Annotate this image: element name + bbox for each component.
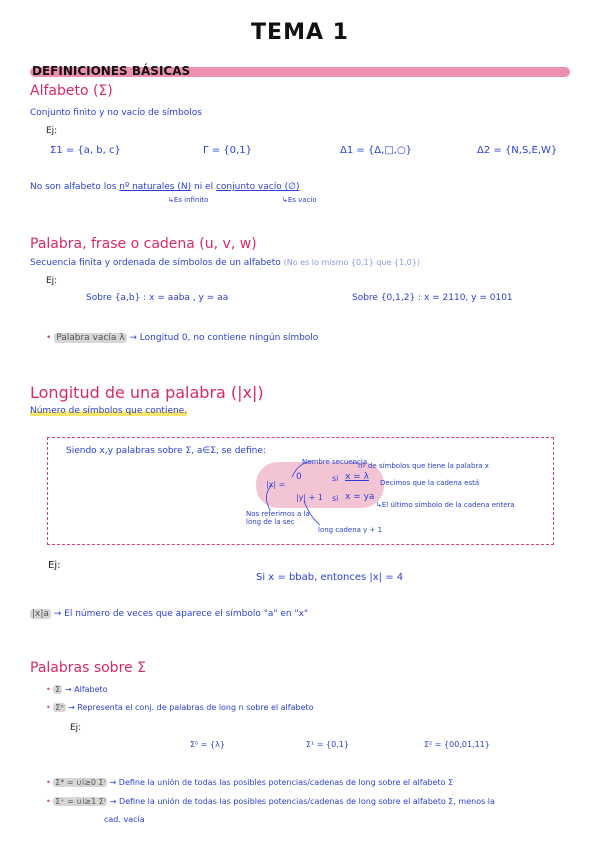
palabra-vacia-item: • Palabra vacía λ → Longitud 0, no contiene ningún símbolo — [46, 333, 319, 343]
page-title: TEMA 1 — [251, 20, 349, 45]
alfabeto-example-2: Γ = {0,1} — [203, 145, 252, 156]
case1-condition: x = λ — [345, 472, 369, 482]
case2-si: si — [332, 494, 339, 503]
palabras-sobre-example-3: Σ² = {00,01,11} — [424, 740, 490, 749]
palabras-sobre-item-3: • Σ* = ∪i≥0 Σⁱ → Define la unión de todas las posibles potencias/cadenas de long sobre el alfabeto Σ — [46, 778, 454, 787]
palabras-sobre-heading: Palabras sobre Σ — [30, 660, 146, 676]
longitud-heading: Longitud de una palabra (|x|) — [30, 383, 264, 402]
alfabeto-example-4: Δ2 = {N,S,E,W} — [477, 145, 558, 156]
case2-condition: x = ya — [345, 492, 375, 502]
nos-referimos-note: Nos referimos a la long de la sec — [246, 510, 310, 526]
alfabeto-ej: Ej: — [46, 126, 58, 136]
alfabeto-heading: Alfabeto (Σ) — [30, 83, 113, 99]
section-heading: DEFINICIONES BÁSICAS — [32, 64, 191, 78]
alfabeto-example-1: Σ1 = {a, b, c} — [50, 145, 121, 156]
palabra-example-2: Sobre {0,1,2} : x = 2110, y = 0101 — [352, 293, 513, 303]
case2-value: |y| + 1 — [296, 493, 324, 502]
alfabeto-sub-vacio: ↳Es vacío — [282, 196, 317, 204]
palabras-sobre-item-1: • Σ → Alfabeto — [46, 685, 108, 694]
palabras-sobre-example-2: Σ¹ = {0,1} — [306, 740, 349, 749]
nombre-secuencia-note: Nombre secuencia — [302, 458, 368, 466]
palabra-heading: Palabra, frase o cadena (u, v, w) — [30, 236, 257, 252]
palabras-sobre-example-1: Σ⁰ = {λ} — [190, 740, 225, 749]
alfabeto-example-3: Δ1 = {Δ,□,○} — [340, 145, 413, 156]
alfabeto-note: No son alfabeto los nº naturales (N) ni el conjunto vacío (∅) — [30, 182, 300, 192]
longitud-definition: Número de símbolos que contiene. — [30, 406, 188, 416]
alfabeto-sub-infinito: ↳Es infinito — [168, 196, 209, 204]
palabras-sobre-item-2: • Σⁿ → Representa el conj. de palabras de long n sobre el alfabeto — [46, 703, 314, 712]
long-cadena-note: long cadena y + 1 — [318, 526, 383, 534]
case1-si: si — [332, 474, 339, 483]
palabras-sobre-item-4-cont: cad. vacía — [104, 815, 145, 824]
palabras-sobre-item-4: • Σ⁺ = ∪i≥1 Σⁱ → Define la unión de todas las posibles potencias/cadenas de long sobre el alfabeto Σ, menos la — [46, 797, 495, 806]
num-simbolos-note: nº de símbolos que tiene la palabra x — [358, 462, 489, 470]
palabra-ej: Ej: — [46, 276, 58, 286]
palabras-sobre-ej: Ej: — [70, 723, 82, 733]
case-zero: 0 — [296, 472, 302, 482]
box-intro: Siendo x,y palabras sobre Σ, a∈Σ, se define: — [66, 446, 266, 456]
palabra-definition: Secuencia finita y ordenada de símbolos de un alfabeto (No es lo mismo {0,1} que {1,0}) — [30, 258, 420, 268]
xa-item: |x|a → El número de veces que aparece el símbolo "a" en "x" — [32, 609, 309, 619]
ultimo-note: ↳El último símbolo de la cadena entera — [376, 501, 515, 509]
longitud-example: Si x = bbab, entonces |x| = 4 — [256, 572, 404, 583]
annotation-arrows — [240, 455, 400, 535]
alfabeto-definition: Conjunto finito y no vacío de símbolos — [30, 108, 202, 118]
decimos-note: Decimos que la cadena está — [380, 479, 480, 487]
palabra-example-1: Sobre {a,b} : x = aaba , y = aa — [86, 293, 229, 303]
longitud-ej: Ej: — [48, 560, 61, 571]
def-x-label: |x| = — [266, 480, 286, 489]
